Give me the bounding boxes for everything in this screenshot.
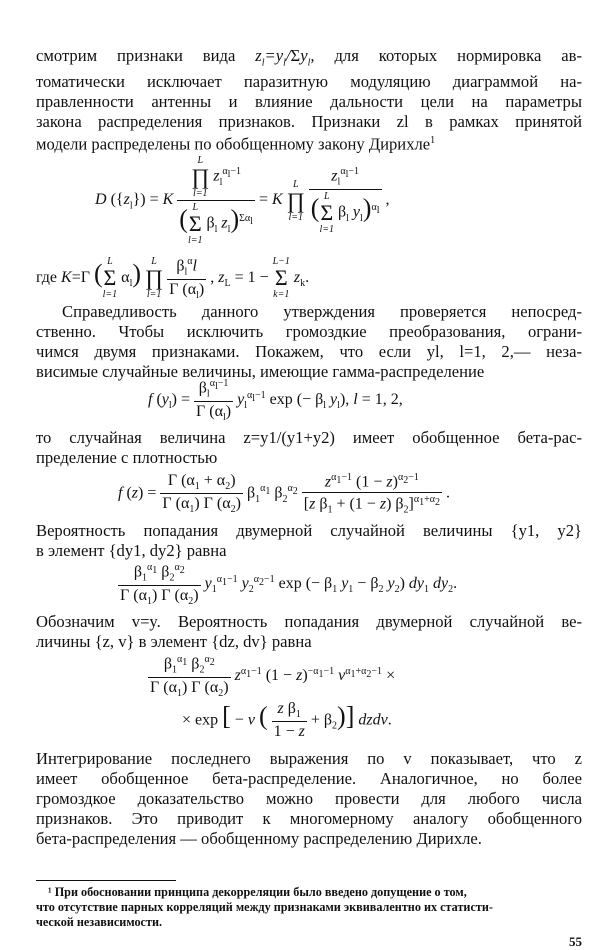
formula-fraction: $\frac{\beta_1^{\alpha_1} \beta_2^{\alpha_2}}{\Gamma (\alpha_1) \Gamma (\alpha_2)}$	[120, 562, 199, 607]
text-line: Справедливость данного утверждения проверяется непосред-	[62, 302, 582, 321]
footnote-divider	[36, 880, 176, 881]
text-line: Вероятность попадания двумерной случайной величины {y1, y2}	[36, 521, 582, 540]
text-fragment: где	[36, 269, 58, 287]
footnote-line: ¹ При обосновании принципа декорреляции было введено допущение о том,	[48, 885, 467, 899]
inline-formula: $z_l=y_l/\Sigma y_l$,	[255, 46, 315, 69]
formula-fraction: $\frac{\beta_l^\alpha l}{\Gamma (\alpha_l)}$	[169, 256, 205, 301]
text-line: закона распределения признаков. Признаки zl в рамках принятой	[36, 112, 582, 131]
page-number: 55	[569, 934, 582, 949]
footnote-line: что отсутствие парных корреляций между признаками эквивалентно их статисти-	[36, 900, 493, 914]
text-line: в элемент {dy1, dy2} равна	[36, 541, 227, 560]
joint-probability-formula: $\frac{\beta_1^{\alpha_1} \beta_2^{\alpha_2}}{\Gamma (\alpha_1) \Gamma (\alpha_2)}$ $y_1^{\alpha_1-1}$ $y_2^{\alpha_2-1}$ exp (− $\beta_1$ $y_1 - \beta_2$ $y_2$) $dy_1$ $dy_2$.	[120, 562, 458, 607]
text-line: пределение с плотностью	[36, 448, 218, 467]
text-line: чимся двумя признаками. Покажем, что если yl, l=1, 2,— неза-	[36, 342, 582, 361]
dirichlet-formula: D $(\{z_l\}) = K$ L ∏ l=1 $z_l^{\alpha_l-1}$ ( L Σ l=1 $\beta_l$ $z_l)^{\Sigma\alpha_l}$ = K L ∏ l=1 $z_l^{\alpha_l-1}$ ( L Σ l=1 $\beta_l$ $y_l)^{\alpha_l}$ ,	[95, 155, 390, 246]
text-line: томатически исключает паразитную модуляцию диаграммой на-	[36, 72, 582, 91]
text-fragment: смотрим признаки вида	[36, 46, 236, 65]
gamma-formula: f $(y_l)$ = $\frac{\beta_l^{\alpha_l-1}}{\Gamma (\alpha_l)}$ $y_l^{\alpha_l-1}$ exp (− $\beta_l$ $y_l$), l = 1, 2,	[148, 378, 403, 423]
formula-fraction: $z_l^{\alpha_l-1}$ ( L Σ l=1 $\beta_l$ $y_l)^{\alpha_l}$	[310, 166, 380, 235]
text-line	[36, 131, 582, 154]
transformed-probability-formula-cont: × exp [ − v ( $\frac{z \beta_1}{1 - z}$ + $\beta_2$)] dzdv.	[182, 700, 392, 741]
text-fragment: для которых нормировка ав-	[334, 46, 582, 65]
text-line: личины {z, v} в элемент {dz, dv} равна	[36, 632, 312, 651]
text-line: ственно. Чтобы исключить громоздкие преобразования, ограни-	[36, 322, 582, 341]
beta-density-formula: f (z) = $\frac{\Gamma (\alpha_1 + \alpha_2)}{\Gamma (\alpha_1) \Gamma (\alpha_2)}$ $\beta_1^{\alpha_1}$ $\beta_2^{\alpha_2}$ $\frac{z^{\alpha_1-1} (1 - z)^{\alpha_2-1}}{[z \beta_1 + (1 - z) \beta_2]^{\alpha_1+\alpha_2}}$ .	[118, 472, 450, 516]
formula-fraction: $\frac{\beta_l^{\alpha_l-1}}{\Gamma (\alpha_l)}$	[196, 378, 232, 423]
formula-fraction: L ∏ l=1 $z_l^{\alpha_l-1}$ ( L Σ l=1 $\beta_l$ $z_l)^{\Sigma\alpha_l}$	[179, 155, 253, 246]
text-line: громоздкое доказательство можно провести для любого числа	[36, 789, 582, 808]
text-line: Интегрирование последнего выражения по v показывает, что z	[36, 749, 582, 768]
footnote-line: ческой независимости.	[36, 915, 163, 929]
formula-fraction: $\frac{z \beta_1}{1 - z}$	[273, 700, 305, 741]
text-line: бета-распределения — обобщенному распределению Дирихле.	[36, 829, 482, 848]
text-line: висимые случайные величины, имеющие гамма-распределение	[36, 362, 485, 381]
formula-fraction: $\frac{\beta_1^{\alpha_1} \beta_2^{\alpha_2}}{\Gamma (\alpha_1) \Gamma (\alpha_2)}$	[150, 654, 229, 699]
transformed-probability-formula: $\frac{\beta_1^{\alpha_1} \beta_2^{\alpha_2}}{\Gamma (\alpha_1) \Gamma (\alpha_2)}$ $z^{\alpha_1-1}$ $(1 - z)^{-\alpha_1-1}$ $v^{\alpha_1+\alpha_2-1}$ ×	[150, 654, 396, 699]
text-line: признаков. Это приводит к многомерному аналогу обобщенного	[36, 809, 582, 828]
k-definition: где K=Γ ( L Σ l=1 $\alpha_l$) L ∏ l=1 $\frac{\beta_l^\alpha l}{\Gamma (\alpha_l)}$ , $z_L = 1$ − L−1 Σ k=1 $z_k$.	[36, 256, 310, 301]
formula-fraction: $\frac{z^{\alpha_1-1} (1 - z)^{\alpha_2-1}}{[z \beta_1 + (1 - z) \beta_2]^{\alpha_1+\alpha_2}}$	[303, 472, 440, 516]
text-line: то случайная величина z=y1/(y1+y2) имеет обобщенное бета-рас-	[36, 428, 582, 447]
text-line: Обозначим v=y. Вероятность попадания двумерной случайной ве-	[36, 612, 582, 631]
text-line: правленности антенны и влияние дальности цели на параметры	[36, 92, 582, 111]
text-line	[36, 46, 582, 72]
text-line: имеет обобщенное бета-распределение. Аналогичное, но более	[36, 769, 582, 788]
text-fragment: модели распределены по обобщенному закону Дирихле	[36, 134, 431, 154]
formula-fraction: $\frac{\Gamma (\alpha_1 + \alpha_2)}{\Gamma (\alpha_1) \Gamma (\alpha_2)}$	[162, 472, 241, 516]
footnote-marker: 1	[430, 135, 436, 146]
